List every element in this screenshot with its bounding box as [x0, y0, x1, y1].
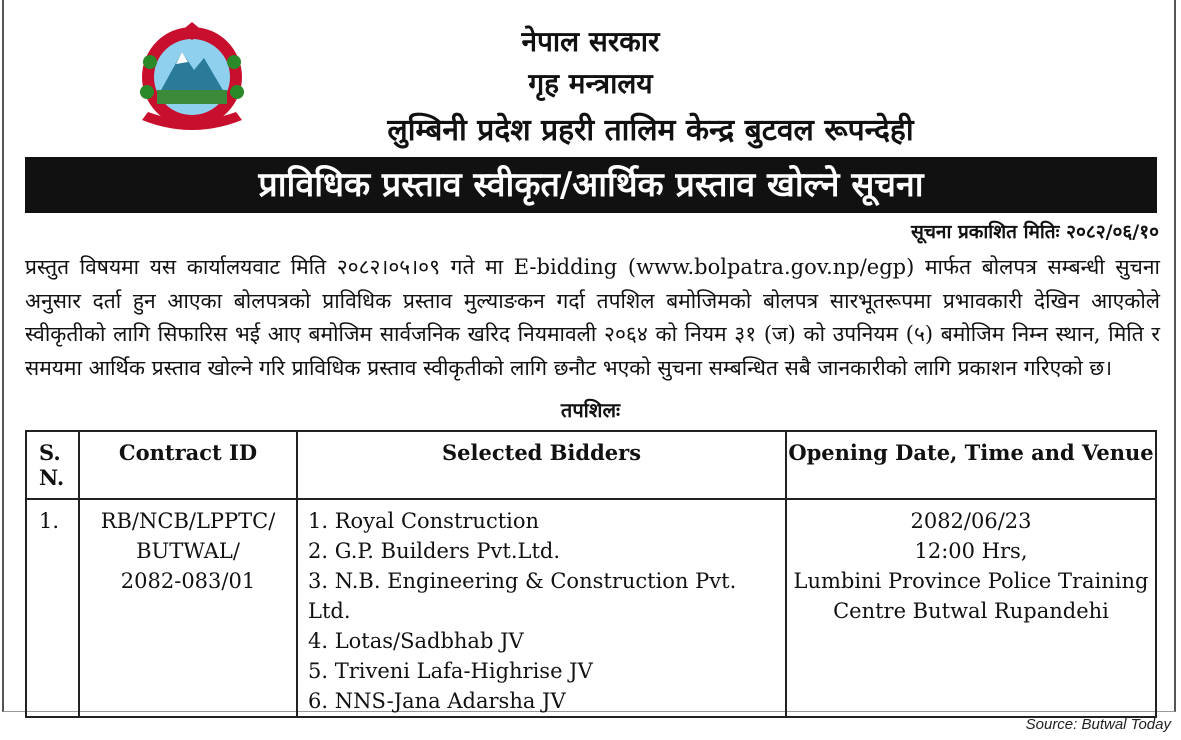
col-selected-bidders: Selected Bidders [297, 431, 786, 499]
bidder-item: 2. G.P. Builders Pvt.Ltd. [308, 539, 560, 563]
opening-date: 2082/06/23 [910, 509, 1032, 533]
details-label: तपशिलः [560, 398, 621, 422]
cell-bidders [297, 499, 786, 717]
col-contract-id: Contract ID [79, 431, 297, 499]
col-sn: S. N. [26, 431, 79, 499]
bidder-item: 4. Lotas/Sadbhab JV [308, 629, 524, 653]
contract-id-line: RB/NCB/LPPTC/ [100, 509, 276, 533]
cell-contract-id [79, 499, 297, 717]
opening-time: 12:00 Hrs, [914, 539, 1028, 563]
header-government: नेपाल सरकार [521, 25, 660, 58]
venue-line: Lumbini Province Police Training [793, 569, 1149, 593]
table-row [26, 499, 1156, 717]
header-ministry: गृह मन्त्रालय [528, 67, 653, 100]
venue-line: Centre Butwal Rupandehi [833, 599, 1109, 623]
bidder-item: 6. NNS-Jana Adarsha JV [308, 689, 566, 713]
bidder-item: 5. Triveni Lafa-Highrise JV [308, 659, 593, 683]
header-office: लुम्बिनी प्रदेश प्रहरी तालिम केन्द्र बुटवल रूपन्देही [387, 113, 914, 148]
bidder-item: 3. N.B. Engineering & Construction Pvt. Ltd. [308, 569, 737, 623]
contract-id-line: BUTWAL/ [136, 539, 240, 563]
notice-body: प्रस्तुत विषयमा यस कार्यालयवाट मिति २०८२।०५।०९ गते मा E-bidding (www.bolpatra.gov.np/egp) मार्फत बोलपत्र सम्बन्धी सुचना अनुसार दर्ता हुन आएका बोलपत्रको प्राविधिक प्रस्ताव मुल्याङकन गर्दा तपशिल बमोजिमको बोलपत्र सारभूतरूपमा प्रभावकारी देखिन आएकोले स्वीकृतीको लागि सिफारिस भई आए बमोजिम सार्वजनिक खरिद नियमावली २०६४ को नियम ३१ (ज) को उपनियम (५) बमोजिम निम्न स्थान, मिति र समयमा आर्थिक प्रस्ताव खोल्ने गरि प्राविधिक प्रस्ताव स्वीकृतीको लागि छनौट भएको सुचना सम्बन्धित सबै जानकारीको लागि प्रकाशन गरिएको छ। [25, 255, 1160, 380]
source-credit: Source: Butwal Today [1025, 716, 1171, 733]
contract-id-line: 2082-083/01 [120, 569, 256, 593]
cell-venue [786, 499, 1156, 717]
col-opening-venue: Opening Date, Time and Venue [786, 431, 1156, 499]
bidder-item: 1. Royal Construction [308, 509, 540, 533]
notice-title-banner: प्राविधिक प्रस्ताव स्वीकृत/आर्थिक प्रस्ताव खोल्ने सूचना [25, 157, 1157, 213]
bidders-table [25, 430, 1157, 718]
table-header-row [26, 431, 1156, 499]
published-date: सूचना प्रकाशित मितिः २०८२/०६/१० [910, 221, 1159, 243]
cell-sn: 1. [26, 499, 79, 717]
